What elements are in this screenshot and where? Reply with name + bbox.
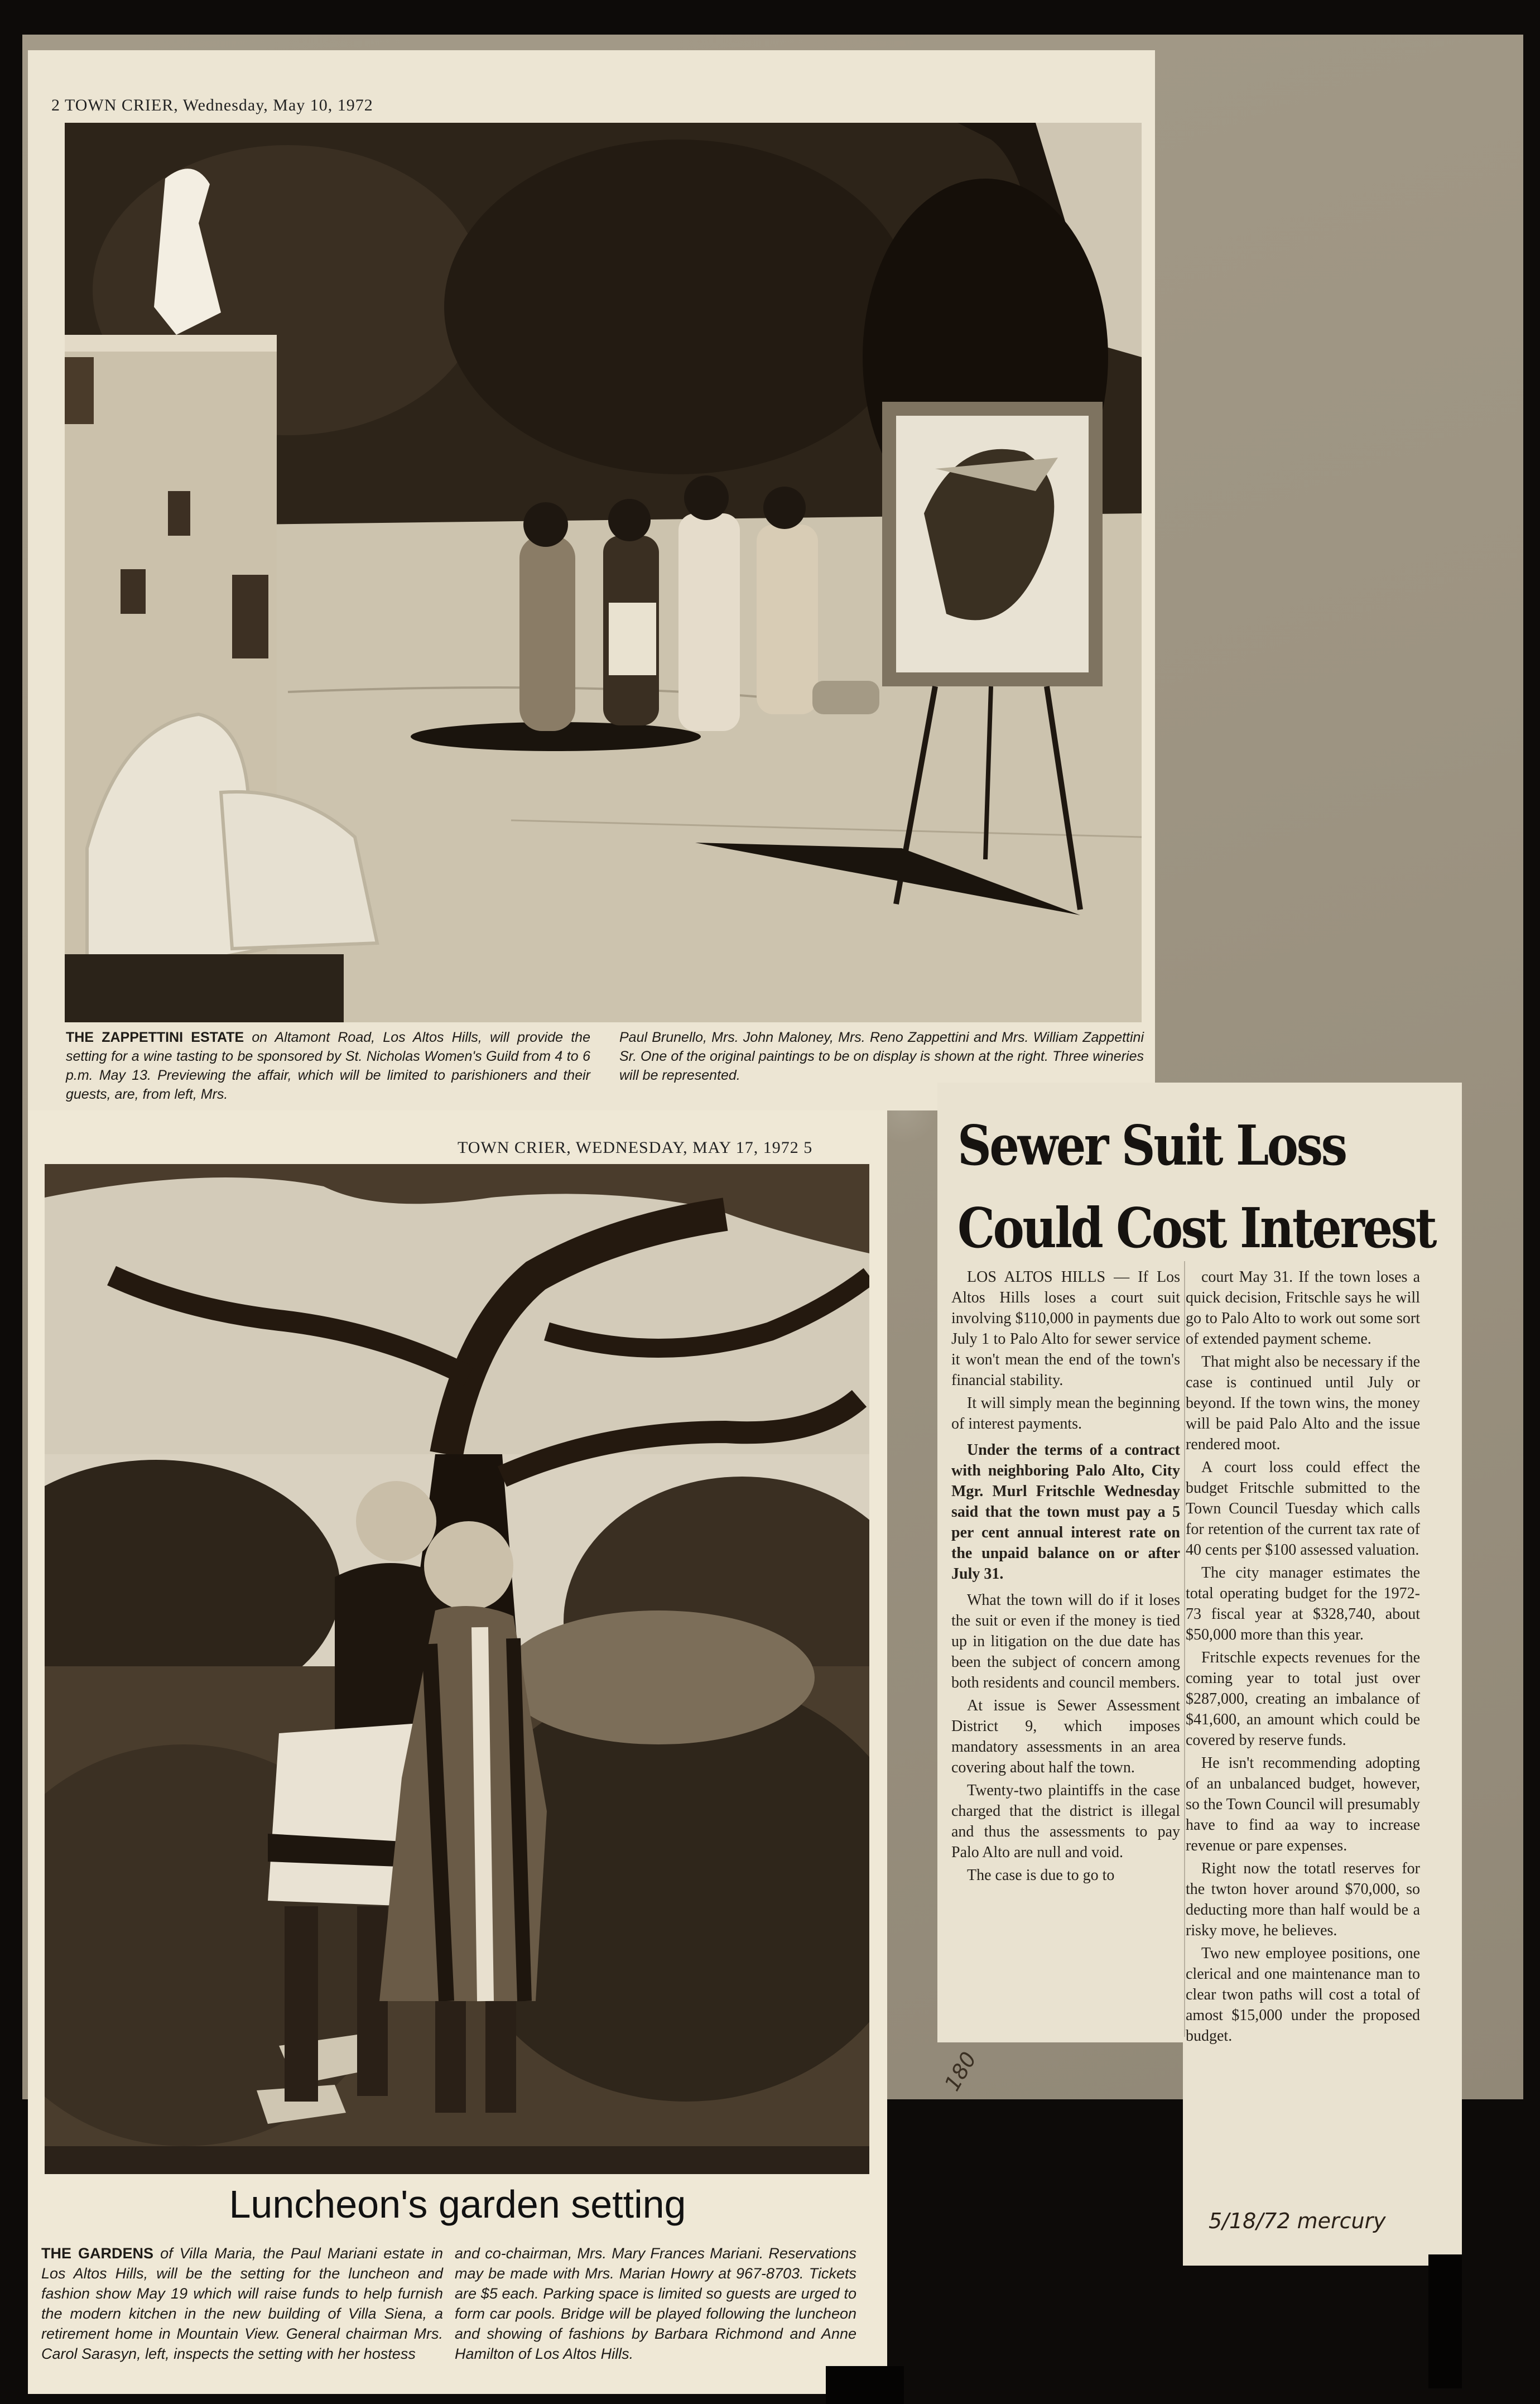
article-column-2 xyxy=(1186,1267,1420,2046)
paragraph: He isn't recommending adopting of an unbalanced budget, however, so the Town Council will presumably have to find aa way to increase revenue or pare expenses. xyxy=(1186,1754,1420,1854)
paragraph: Fritschle expects revenues for the coming year to total just over $287,000, creating an imbalance of $41,600, an amount which could be covered by reserve funds. xyxy=(1186,1649,1420,1749)
paragraph: LOS ALTOS HILLS — If Los Altos Hills loses a court suit involving $110,000 in payments due July 1 to Palo Alto for sewer service it won't mean the end of the town's financial stability. xyxy=(951,1268,1180,1389)
estate-photo xyxy=(65,123,1142,1022)
display-stand xyxy=(826,2366,904,2404)
paragraph: At issue is Sewer Assessment District 9, which imposes mandatory assessments in an area covering about half the town. xyxy=(951,1697,1180,1776)
display-stand xyxy=(1428,2254,1462,2388)
paragraph: Twenty-two plaintiffs in the case charged that the district is illegal and thus the assessments to pay Palo Alto are null and void. xyxy=(951,1782,1180,1861)
handwritten-date-signature: 5/18/72 mercury xyxy=(1209,2209,1386,2233)
paragraph: Right now the totatl reserves for the twton hover around $70,000, so deducting more than half would be a risky move, he believes. xyxy=(1186,1860,1420,1939)
headline-line-1: Sewer Suit Loss xyxy=(957,1114,1346,1178)
handwritten-number: 180 xyxy=(940,2047,981,2095)
caption-text: on Altamont Road, Los Altos Hills, will provide the setting for a wine tasting to be sponsored by St. Nicholas Women's Guild from 4 to 6 p.m. May 13. Previewing the affair, which will be limited to parishioners and their guests, are, from left, Mrs. xyxy=(66,1030,590,1102)
clipping-header: TOWN CRIER, WEDNESDAY, MAY 17, 1972 5 xyxy=(458,1138,813,1157)
caption-right: Paul Brunello, Mrs. John Maloney, Mrs. Reno Zappettini and Mrs. William Zappettini Sr. One of the original paintings to be on display is shown at the right. Three wineries will be represented. xyxy=(619,1030,1144,1083)
paragraph: court May 31. If the town loses a quick decision, Fritschle says he will go to Palo Alto to work out some sort of extended payment scheme. xyxy=(1186,1268,1420,1348)
paragraph: The city manager estimates the total operating budget for the 1972-73 fiscal year at $328,740, about $50,000 more than this year. xyxy=(1186,1564,1420,1643)
paragraph: Two new employee positions, one clerical and one maintenance man to clear twon paths will cost a total of amost $15,000 under the proposed budget. xyxy=(1186,1945,1420,2045)
paragraph: What the town will do if it loses the suit or even if the money is tied up in litigation on the due date has been the subject of concern among both residents and council members. xyxy=(951,1592,1180,1691)
caption-lead: THE ZAPPETTINI ESTATE xyxy=(66,1030,244,1045)
clipping-zappettini xyxy=(28,50,1155,1110)
clipping-header: 2 TOWN CRIER, Wednesday, May 10, 1972 xyxy=(51,96,373,114)
paragraph: A court loss could effect the budget Fritschle submitted to the Town Council Tuesday which calls for retention of the current tax rate of 40 cents per $100 assessed valuation. xyxy=(1186,1459,1420,1559)
headline-line-2: Could Cost Interest xyxy=(957,1196,1436,1261)
garden-photo xyxy=(45,1164,869,2174)
headline: Luncheon's garden setting xyxy=(229,2182,686,2226)
column-divider xyxy=(1184,1261,1185,2037)
clipping-luncheon xyxy=(28,1110,887,2394)
article-column-1 xyxy=(951,1267,1180,1886)
paragraph: It will simply mean the beginning of interest payments. xyxy=(951,1395,1180,1432)
caption-text: of Villa Maria, the Paul Mariani estate in Los Altos Hills, will be the setting for the luncheon and fashion show May 19 which will raise funds to help furnish the modern kitchen in the new building of Villa Siena, a retirement home in Mountain View. General chairman Mrs. Carol Sarasyn, left, inspects the setting with her hostess xyxy=(41,2245,443,2362)
caption-right: and co-chairman, Mrs. Mary Frances Mariani. Reservations may be made with Mrs. Marian Howry at 967-8703. Tickets are $5 each. Parking space is limited so guests are urged to form car pools. Bridge will be played following the luncheon and showing of fashions by Barbara Richmond and Anne Hamilton of Los Altos Hills. xyxy=(455,2245,856,2362)
caption-lead: THE GARDENS xyxy=(41,2245,154,2262)
paragraph: The case is due to go to xyxy=(967,1867,1115,1884)
article-headline xyxy=(957,1105,1436,1270)
paragraph-bold: Under the terms of a contract with neighboring Palo Alto, City Mgr. Murl Fritschle Wednesday said that the town must pay a 5 per cent annual interest rate on the unpaid balance on or after July 31. xyxy=(951,1441,1180,1583)
caption-left xyxy=(41,2243,443,2364)
paragraph: That might also be necessary if the case is continued until July or beyond. If the town wins, the money will be paid Palo Alto and the issue rendered moot. xyxy=(1186,1353,1420,1453)
caption-left xyxy=(66,1028,590,1104)
